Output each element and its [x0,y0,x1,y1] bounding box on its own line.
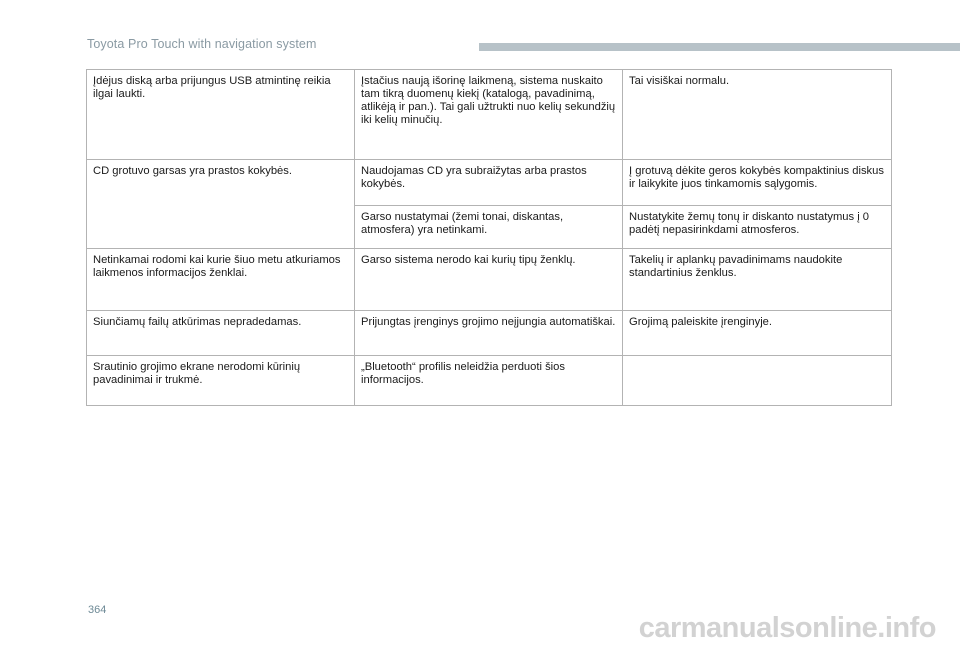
question-cell: CD grotuvo garsas yra prastos kokybės. [87,160,355,249]
cause-cell: „Bluetooth“ profilis neleidžia perduoti šios informacijos. [355,356,623,406]
solution-cell: Į grotuvą dėkite geros kokybės kompaktinius diskus ir laikykite juos tinkamomis sąlygomis. [623,160,892,206]
table-row [87,356,892,406]
table-row [87,70,892,160]
watermark-text: carmanualsonline.info [638,612,936,644]
header-title: Toyota Pro Touch with navigation system [87,37,317,51]
cause-cell: Įstačius naują išorinę laikmeną, sistema nuskaito tam tikrą duomenų kiekį (katalogą, pavadinimą, atlikėją ir pan.). Tai gali užtrukti nuo kelių sekundžių iki kelių minučių. [355,70,623,160]
cause-cell: Naudojamas CD yra subraižytas arba prastos kokybės. [355,160,623,206]
cause-cell: Garso nustatymai (žemi tonai, diskantas, atmosfera) yra netinkami. [355,206,623,249]
solution-cell: Nustatykite žemų tonų ir diskanto nustatymus į 0 padėtį nepasirinkdami atmosferos. [623,206,892,249]
table-row [87,249,892,311]
troubleshooting-table [86,69,892,406]
question-cell: Siunčiamų failų atkūrimas nepradedamas. [87,311,355,356]
solution-cell: Tai visiškai normalu. [623,70,892,160]
page-number: 364 [88,604,107,616]
cause-cell: Garso sistema nerodo kai kurių tipų ženklų. [355,249,623,311]
table-row [87,160,892,206]
question-cell: Srautinio grojimo ekrane nerodomi kūrinių pavadinimai ir trukmė. [87,356,355,406]
header-accent-bar [479,43,960,51]
question-cell: Netinkamai rodomi kai kurie šiuo metu atkuriamos laikmenos informacijos ženklai. [87,249,355,311]
question-cell: Įdėjus diską arba prijungus USB atmintinę reikia ilgai laukti. [87,70,355,160]
table-row [87,311,892,356]
solution-cell [623,356,892,406]
solution-cell: Grojimą paleiskite įrenginyje. [623,311,892,356]
solution-cell: Takelių ir aplankų pavadinimams naudokite standartinius ženklus. [623,249,892,311]
cause-cell: Prijungtas įrenginys grojimo neįjungia automatiškai. [355,311,623,356]
